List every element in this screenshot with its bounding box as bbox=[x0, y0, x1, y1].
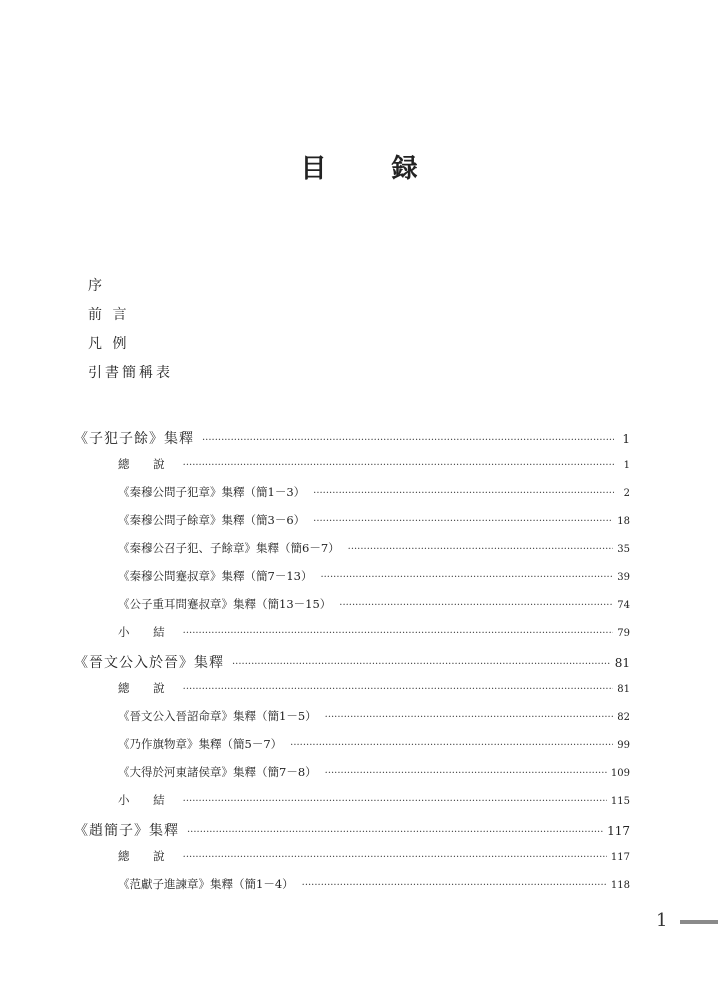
toc-entry-page: 117 bbox=[610, 852, 630, 863]
dot-leader bbox=[183, 460, 614, 471]
page-marker-bar bbox=[680, 920, 718, 924]
toc-section-row[interactable] bbox=[74, 764, 630, 792]
toc-entry-page: 79 bbox=[617, 628, 630, 639]
toc-entry-label: 《趙簡子》集釋 bbox=[74, 823, 179, 839]
toc-section-row[interactable] bbox=[74, 708, 630, 736]
toc-section-row[interactable] bbox=[74, 456, 630, 484]
toc-entry-label: 《子犯子餘》集釋 bbox=[74, 431, 194, 447]
toc-section-row[interactable] bbox=[74, 540, 630, 568]
dot-leader bbox=[202, 435, 614, 446]
dot-leader bbox=[187, 827, 603, 838]
toc-entry-label: 《秦穆公問蹇叔章》集釋（簡7－13） bbox=[118, 569, 313, 583]
toc-chapter-row[interactable] bbox=[74, 820, 630, 848]
toc-entry-page: 1 bbox=[623, 460, 630, 471]
toc-entry-page: 39 bbox=[617, 572, 630, 583]
toc-entry-label: 《秦穆公召子犯、子餘章》集釋（簡6－7） bbox=[118, 541, 340, 555]
toc-entry-label: 《公子重耳問蹇叔章》集釋（簡13－15） bbox=[118, 597, 332, 611]
toc-section-row[interactable] bbox=[74, 876, 630, 904]
toc-entry-label: 《范獻子進諫章》集釋（簡1－4） bbox=[118, 877, 294, 891]
front-matter-item[interactable]: 序 bbox=[88, 278, 105, 294]
toc-section-row[interactable] bbox=[74, 736, 630, 764]
toc-entry-page: 82 bbox=[617, 712, 630, 723]
page-number: 1 bbox=[656, 910, 668, 931]
dot-leader bbox=[348, 544, 614, 555]
toc-entry-page: 117 bbox=[607, 824, 630, 838]
front-matter-item[interactable]: 凡 例 bbox=[88, 336, 130, 352]
dot-leader bbox=[183, 684, 614, 695]
toc-entry-label: 總 說 bbox=[118, 681, 175, 695]
dot-leader bbox=[313, 488, 614, 499]
toc-entry-page: 109 bbox=[610, 768, 630, 779]
toc-entry-label: 小 結 bbox=[118, 625, 175, 639]
toc-entry-page: 18 bbox=[617, 516, 630, 527]
toc-entry-page: 35 bbox=[617, 544, 630, 555]
dot-leader bbox=[339, 600, 613, 611]
dot-leader bbox=[320, 572, 613, 583]
toc-entry-page: 74 bbox=[617, 600, 630, 611]
toc-entry-page: 115 bbox=[610, 796, 630, 807]
toc-entry-label: 《大得於河東諸侯章》集釋（簡7－8） bbox=[118, 765, 317, 779]
toc-section-row[interactable] bbox=[74, 484, 630, 512]
dot-leader bbox=[232, 659, 611, 670]
front-matter-item[interactable]: 前 言 bbox=[88, 307, 130, 323]
dot-leader bbox=[313, 516, 613, 527]
dot-leader bbox=[325, 712, 614, 723]
toc-entry-page: 2 bbox=[623, 488, 630, 499]
dot-leader bbox=[183, 796, 607, 807]
dot-leader bbox=[325, 768, 607, 779]
toc-entry-page: 81 bbox=[614, 656, 630, 670]
toc-section-row[interactable] bbox=[74, 596, 630, 624]
toc-entry-page: 118 bbox=[610, 880, 630, 891]
toc-entry-page: 81 bbox=[617, 684, 630, 695]
toc-section-row[interactable] bbox=[74, 624, 630, 652]
toc-section-row[interactable] bbox=[74, 512, 630, 540]
toc-entry-label: 《晉文公入於晉》集釋 bbox=[74, 655, 224, 671]
toc-entry-label: 總 說 bbox=[118, 457, 175, 471]
toc-entry-label: 《乃作旗物章》集釋（簡5－7） bbox=[118, 737, 283, 751]
dot-leader bbox=[290, 740, 613, 751]
dot-leader bbox=[183, 628, 614, 639]
toc-entry-label: 《秦穆公問子餘章》集釋（簡3－6） bbox=[118, 513, 306, 527]
toc-entry-page: 1 bbox=[622, 432, 630, 446]
toc-entry-label: 《秦穆公問子犯章》集釋（簡1－3） bbox=[118, 485, 306, 499]
toc-entry-label: 小 結 bbox=[118, 793, 175, 807]
toc-section-row[interactable] bbox=[74, 680, 630, 708]
table-of-contents bbox=[74, 428, 630, 904]
dot-leader bbox=[183, 852, 607, 863]
toc-entry-label: 總 說 bbox=[118, 849, 175, 863]
front-matter-item[interactable]: 引書簡稱表 bbox=[88, 365, 173, 381]
toc-section-row[interactable] bbox=[74, 568, 630, 596]
front-matter-list bbox=[88, 276, 173, 392]
toc-entry-page: 99 bbox=[617, 740, 630, 751]
toc-section-row[interactable] bbox=[74, 792, 630, 820]
toc-chapter-row[interactable] bbox=[74, 652, 630, 680]
dot-leader bbox=[302, 880, 607, 891]
page-title: 目 録 bbox=[300, 154, 446, 184]
toc-chapter-row[interactable] bbox=[74, 428, 630, 456]
toc-section-row[interactable] bbox=[74, 848, 630, 876]
toc-entry-label: 《晉文公入晉詔命章》集釋（簡1－5） bbox=[118, 709, 317, 723]
